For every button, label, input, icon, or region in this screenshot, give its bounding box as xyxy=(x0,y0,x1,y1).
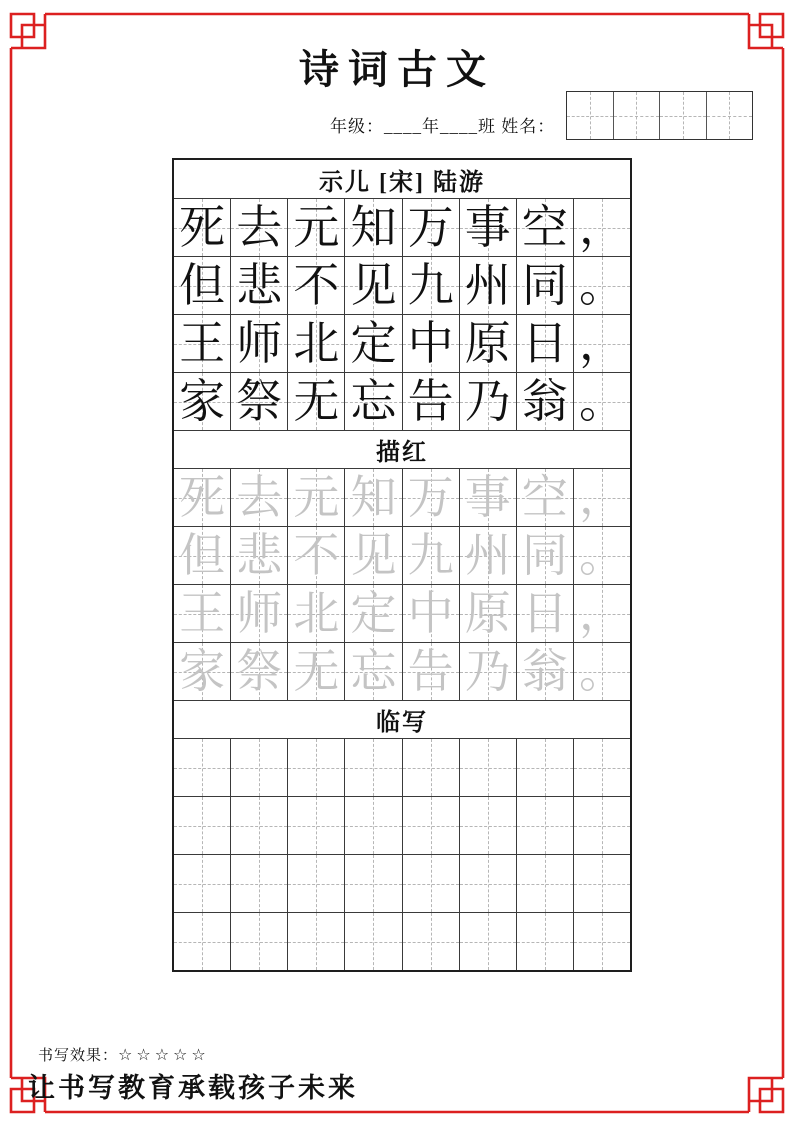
practice-cell xyxy=(174,469,231,526)
practice-cell xyxy=(231,527,288,584)
poem-char xyxy=(517,797,573,854)
practice-cell xyxy=(574,643,630,700)
poem-char xyxy=(460,855,516,912)
poem-char xyxy=(288,797,344,854)
trace-char: 无 xyxy=(293,645,340,697)
trace-char: 空 xyxy=(521,471,568,523)
poem-char: 定 xyxy=(350,317,397,369)
practice-cell xyxy=(460,643,517,700)
practice-cell xyxy=(345,643,402,700)
practice-cell xyxy=(460,855,517,912)
poem-char xyxy=(403,739,459,796)
practice-cell xyxy=(345,373,402,430)
poem-char xyxy=(345,739,401,796)
poem-char: 事 xyxy=(464,201,511,253)
section-header-trace: 描红 xyxy=(174,430,630,468)
practice-cell xyxy=(174,527,231,584)
trace-char: 王 xyxy=(179,587,226,639)
practice-cell xyxy=(288,855,345,912)
poem-char xyxy=(231,739,287,796)
poem-row xyxy=(174,198,630,256)
page-title: 诗词古文 xyxy=(299,47,495,92)
poem-char xyxy=(288,855,344,912)
trace-char: 乃 xyxy=(464,645,511,697)
poem-char xyxy=(174,797,230,854)
practice-cell xyxy=(288,257,345,314)
poem-char: 。 xyxy=(578,375,625,427)
poem-char: 九 xyxy=(407,259,454,311)
poem-row xyxy=(174,256,630,314)
copy-row xyxy=(174,738,630,796)
trace-char: 定 xyxy=(350,587,397,639)
practice-cell xyxy=(574,913,630,970)
practice-cell xyxy=(174,315,231,372)
trace-row xyxy=(174,468,630,526)
poem-char: 元 xyxy=(293,201,340,253)
trace-char: 原 xyxy=(464,587,511,639)
practice-cell xyxy=(288,913,345,970)
practice-grid xyxy=(172,158,632,972)
practice-cell xyxy=(231,643,288,700)
trace-row xyxy=(174,526,630,584)
practice-cell xyxy=(517,257,574,314)
poem-char: 州 xyxy=(464,259,511,311)
section-header-poem-title: 示儿 [宋] 陆游 xyxy=(319,169,485,196)
poem-char: 日 xyxy=(521,317,568,369)
poem-char: 空 xyxy=(521,201,568,253)
poem-char xyxy=(288,739,344,796)
practice-cell xyxy=(345,797,402,854)
practice-cell xyxy=(460,739,517,796)
practice-cell xyxy=(288,199,345,256)
trace-char: 北 xyxy=(293,587,340,639)
trace-char: 中 xyxy=(407,587,454,639)
practice-cell xyxy=(174,199,231,256)
poem-char xyxy=(403,855,459,912)
poem-row xyxy=(174,372,630,430)
practice-cell xyxy=(345,199,402,256)
trace-char: 不 xyxy=(293,529,340,581)
poem-char xyxy=(574,913,630,970)
practice-cell xyxy=(231,469,288,526)
practice-cell xyxy=(403,199,460,256)
poem-char xyxy=(345,913,401,970)
poem-char: 知 xyxy=(350,201,397,253)
poem-char: 乃 xyxy=(464,375,511,427)
trace-row xyxy=(174,642,630,700)
practice-cell xyxy=(231,739,288,796)
poem-char: 祭 xyxy=(236,375,283,427)
poem-char xyxy=(460,797,516,854)
practice-cell xyxy=(288,373,345,430)
poem-char: 告 xyxy=(407,375,454,427)
practice-cell xyxy=(345,739,402,796)
poem-char xyxy=(345,855,401,912)
poem-char xyxy=(517,855,573,912)
practice-cell xyxy=(460,527,517,584)
practice-cell xyxy=(574,797,630,854)
practice-cell xyxy=(231,585,288,642)
poem-char xyxy=(574,855,630,912)
trace-char: 。 xyxy=(578,645,625,697)
poem-char: 不 xyxy=(293,259,340,311)
poem-char xyxy=(174,913,230,970)
poem-char xyxy=(174,855,230,912)
practice-cell xyxy=(403,315,460,372)
poem-char xyxy=(574,797,630,854)
poem-char: 见 xyxy=(350,259,397,311)
poem-char: 北 xyxy=(293,317,340,369)
trace-char: 。 xyxy=(578,529,625,581)
practice-cell xyxy=(517,739,574,796)
practice-cell xyxy=(231,797,288,854)
trace-char: 日 xyxy=(521,587,568,639)
writing-rating-label: 书写效果： xyxy=(38,1048,119,1064)
poem-char: 师 xyxy=(236,317,283,369)
copy-row xyxy=(174,912,630,970)
practice-cell xyxy=(460,257,517,314)
poem-char: 家 xyxy=(179,375,226,427)
practice-cell xyxy=(345,585,402,642)
trace-char: 家 xyxy=(179,645,226,697)
practice-cell xyxy=(574,585,630,642)
corner-knot-bottom-right xyxy=(749,1078,783,1112)
trace-char: 去 xyxy=(236,471,283,523)
practice-cell xyxy=(231,199,288,256)
practice-cell xyxy=(460,199,517,256)
corner-knot-top-left xyxy=(11,14,45,48)
practice-cell xyxy=(345,257,402,314)
practice-cell xyxy=(174,257,231,314)
practice-cell xyxy=(460,585,517,642)
practice-cell xyxy=(574,469,630,526)
trace-char: 万 xyxy=(407,471,454,523)
practice-cell xyxy=(460,373,517,430)
trace-char: 元 xyxy=(293,471,340,523)
practice-cell xyxy=(345,527,402,584)
poem-char xyxy=(288,913,344,970)
practice-cell xyxy=(288,585,345,642)
practice-cell xyxy=(517,797,574,854)
trace-char: 师 xyxy=(236,587,283,639)
practice-cell xyxy=(460,797,517,854)
trace-char: 死 xyxy=(179,471,226,523)
practice-cell xyxy=(574,527,630,584)
trace-char: 见 xyxy=(350,529,397,581)
poem-char: 原 xyxy=(464,317,511,369)
practice-cell xyxy=(174,855,231,912)
trace-char: 事 xyxy=(464,471,511,523)
practice-cell xyxy=(403,373,460,430)
poem-char: 去 xyxy=(236,201,283,253)
poem-char xyxy=(517,913,573,970)
poem-char xyxy=(460,739,516,796)
poem-char xyxy=(517,739,573,796)
practice-cell xyxy=(403,643,460,700)
practice-cell xyxy=(574,199,630,256)
practice-cell xyxy=(517,315,574,372)
poem-char xyxy=(403,913,459,970)
practice-cell xyxy=(517,855,574,912)
trace-char: ， xyxy=(578,587,625,639)
name-grid-cell xyxy=(659,92,706,139)
poem-char: 悲 xyxy=(236,259,283,311)
practice-cell xyxy=(231,373,288,430)
poem-char: 。 xyxy=(578,259,625,311)
poem-char: ， xyxy=(578,317,625,369)
practice-cell xyxy=(574,373,630,430)
poem-char xyxy=(574,739,630,796)
poem-char: 同 xyxy=(521,259,568,311)
practice-cell xyxy=(288,469,345,526)
trace-char: 翁 xyxy=(521,645,568,697)
poem-char: ， xyxy=(578,201,625,253)
copy-row xyxy=(174,854,630,912)
rating-stars: ☆☆☆☆☆ xyxy=(118,1045,210,1064)
practice-cell xyxy=(460,913,517,970)
practice-cell xyxy=(174,643,231,700)
practice-cell xyxy=(231,913,288,970)
trace-char: 州 xyxy=(464,529,511,581)
practice-cell xyxy=(174,373,231,430)
practice-cell xyxy=(574,315,630,372)
practice-cell xyxy=(174,739,231,796)
practice-cell xyxy=(574,257,630,314)
trace-char: 知 xyxy=(350,471,397,523)
practice-cell xyxy=(517,585,574,642)
trace-char: 九 xyxy=(407,529,454,581)
poem-char: 但 xyxy=(179,259,226,311)
practice-cell xyxy=(403,527,460,584)
practice-cell xyxy=(574,855,630,912)
section-header-copy: 临写 xyxy=(174,700,630,738)
trace-char: 祭 xyxy=(236,645,283,697)
poem-char xyxy=(460,913,516,970)
poem-char xyxy=(174,739,230,796)
poem-char xyxy=(231,797,287,854)
name-grid-cell xyxy=(567,92,613,139)
practice-cell xyxy=(517,469,574,526)
trace-char: 同 xyxy=(521,529,568,581)
poem-char: 忘 xyxy=(350,375,397,427)
poem-char: 万 xyxy=(407,201,454,253)
practice-cell xyxy=(403,797,460,854)
trace-char: 告 xyxy=(407,645,454,697)
practice-cell xyxy=(231,855,288,912)
name-writing-grid xyxy=(566,91,753,140)
name-grid-cell xyxy=(706,92,753,139)
name-grid-cell xyxy=(613,92,660,139)
poem-char xyxy=(403,797,459,854)
trace-char: 悲 xyxy=(236,529,283,581)
trace-row xyxy=(174,584,630,642)
practice-cell xyxy=(174,585,231,642)
practice-cell xyxy=(517,527,574,584)
poem-char xyxy=(231,913,287,970)
practice-cell xyxy=(288,739,345,796)
trace-char: ， xyxy=(578,471,625,523)
poem-char xyxy=(231,855,287,912)
poem-char: 死 xyxy=(179,201,226,253)
practice-cell xyxy=(574,739,630,796)
practice-cell xyxy=(345,913,402,970)
writing-rating xyxy=(38,1044,210,1065)
practice-cell xyxy=(403,855,460,912)
practice-cell xyxy=(403,913,460,970)
poem-row xyxy=(174,314,630,372)
practice-cell xyxy=(288,643,345,700)
practice-cell xyxy=(288,527,345,584)
footer-slogan: 让书写教育承载孩子未来 xyxy=(28,1073,358,1103)
practice-cell xyxy=(517,199,574,256)
practice-cell xyxy=(345,315,402,372)
practice-cell xyxy=(231,257,288,314)
practice-cell xyxy=(460,469,517,526)
practice-cell xyxy=(517,373,574,430)
practice-cell xyxy=(345,855,402,912)
practice-cell xyxy=(403,469,460,526)
trace-char: 忘 xyxy=(350,645,397,697)
trace-char: 但 xyxy=(179,529,226,581)
poem-char: 王 xyxy=(179,317,226,369)
practice-cell xyxy=(288,797,345,854)
practice-cell xyxy=(517,913,574,970)
copy-row xyxy=(174,796,630,854)
practice-cell xyxy=(403,739,460,796)
poem-char: 无 xyxy=(293,375,340,427)
practice-cell xyxy=(288,315,345,372)
practice-cell xyxy=(460,315,517,372)
poem-char: 中 xyxy=(407,317,454,369)
practice-cell xyxy=(174,913,231,970)
poem-char xyxy=(345,797,401,854)
practice-cell xyxy=(231,315,288,372)
corner-knot-top-right xyxy=(749,14,783,48)
student-info-line: 年级：____年____班 姓名： xyxy=(330,117,556,136)
practice-cell xyxy=(345,469,402,526)
practice-cell xyxy=(403,257,460,314)
practice-cell xyxy=(174,797,231,854)
poem-char: 翁 xyxy=(521,375,568,427)
practice-cell xyxy=(403,585,460,642)
practice-cell xyxy=(517,643,574,700)
